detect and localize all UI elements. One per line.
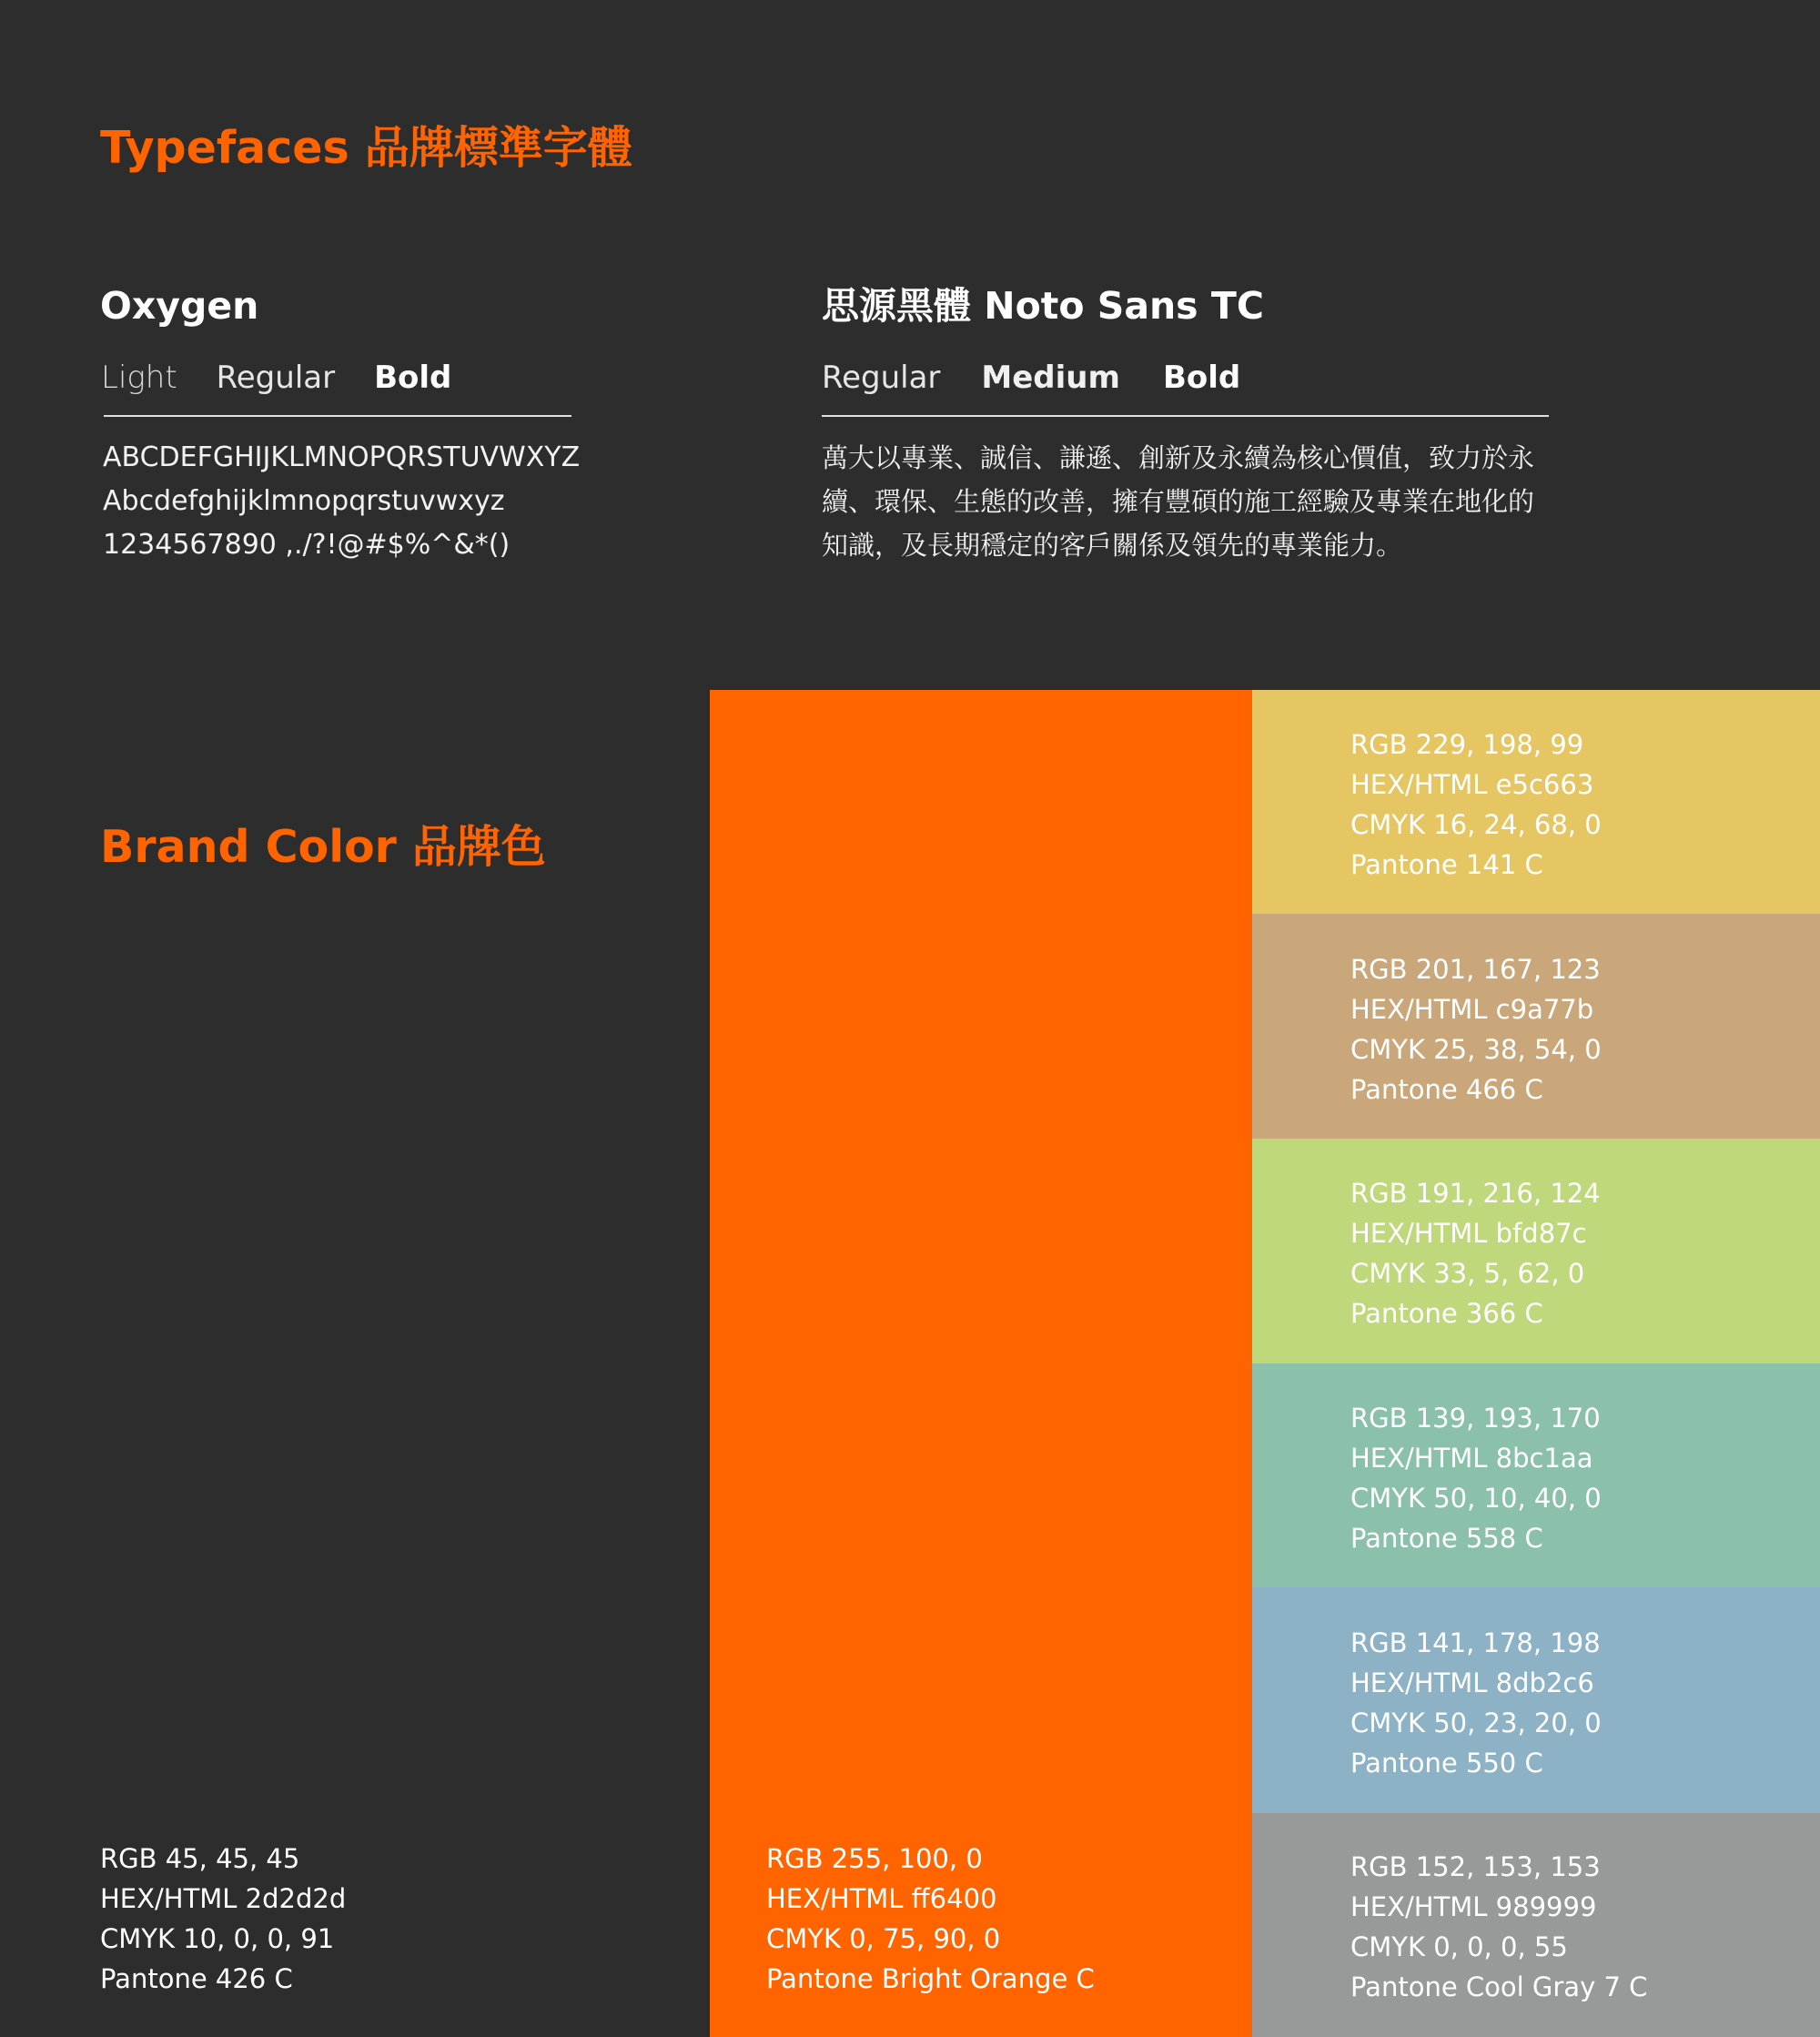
spec-hex: HEX/HTML 8db2c6 (1350, 1667, 1594, 1698)
weight-bold-label: Bold (374, 360, 452, 396)
spec-rgb: RGB 152, 153, 153 (1350, 1851, 1601, 1882)
swatch-teal (1252, 1363, 1820, 1587)
spec-hex: HEX/HTML 8bc1aa (1350, 1443, 1593, 1474)
weight-bold-label: Bold (1162, 360, 1241, 396)
spec-cmyk: CMYK 0, 0, 0, 55 (1350, 1931, 1568, 1962)
spec-rgb: RGB 255, 100, 0 (766, 1843, 983, 1874)
spec-rgb: RGB 191, 216, 124 (1350, 1178, 1601, 1209)
swatch-yellow (1252, 690, 1820, 914)
latin-weights (101, 360, 452, 396)
spec-cmyk: CMYK 25, 38, 54, 0 (1350, 1034, 1602, 1065)
weight-light-label: Light (101, 360, 177, 396)
spec-rgb: RGB 139, 193, 170 (1350, 1403, 1601, 1434)
weight-medium-label: Medium (981, 360, 1120, 396)
cjk-divider (822, 415, 1549, 417)
spec-cmyk: CMYK 0, 75, 90, 0 (766, 1923, 1001, 1954)
specimen-uppercase: ABCDEFGHIJKLMNOPQRSTUVWXYZ (103, 441, 581, 473)
weight-regular-label: Regular (822, 360, 941, 396)
spec-pantone: Pantone 141 C (1350, 849, 1543, 880)
latin-divider (104, 415, 571, 417)
swatch-dark-specs (100, 1839, 346, 1999)
swatch-tan (1252, 914, 1820, 1139)
spec-hex: HEX/HTML 989999 (1350, 1891, 1597, 1922)
spec-pantone: Pantone Bright Orange C (766, 1963, 1095, 1994)
swatch-gray-specs (1350, 1847, 1647, 2007)
specimen-lowercase: Abcdefghijklmnopqrstuvwxyz (103, 485, 505, 517)
swatch-orange-specs (766, 1839, 1095, 1999)
swatch-lime-specs (1350, 1173, 1601, 1333)
latin-font-name: Oxygen (100, 284, 259, 328)
spec-hex: HEX/HTML c9a77b (1350, 994, 1594, 1025)
brand-color-title: Brand Color 品牌色 (100, 821, 546, 873)
swatch-lime (1252, 1139, 1820, 1363)
spec-hex: HEX/HTML e5c663 (1350, 769, 1594, 800)
spec-pantone: Pantone 550 C (1350, 1748, 1543, 1779)
spec-pantone: Pantone 366 C (1350, 1298, 1543, 1329)
spec-cmyk: CMYK 33, 5, 62, 0 (1350, 1258, 1585, 1289)
spec-pantone: Pantone Cool Gray 7 C (1350, 1971, 1648, 2002)
spec-rgb: RGB 229, 198, 99 (1350, 729, 1584, 760)
swatch-orange (710, 690, 1252, 2037)
spec-pantone: Pantone 558 C (1350, 1523, 1543, 1554)
swatch-tan-specs (1350, 949, 1602, 1110)
spec-hex: HEX/HTML ff6400 (766, 1883, 997, 1914)
cjk-weights (822, 360, 1241, 396)
spec-hex: HEX/HTML 2d2d2d (100, 1883, 347, 1914)
swatch-yellow-specs (1350, 725, 1602, 885)
swatch-teal-specs (1350, 1398, 1602, 1558)
spec-rgb: RGB 45, 45, 45 (100, 1843, 300, 1874)
latin-specimen (103, 436, 580, 567)
spec-pantone: Pantone 426 C (100, 1963, 293, 1994)
spec-cmyk: CMYK 10, 0, 0, 91 (100, 1923, 335, 1954)
spec-cmyk: CMYK 50, 10, 40, 0 (1350, 1483, 1602, 1514)
spec-rgb: RGB 201, 167, 123 (1350, 954, 1601, 985)
spec-hex: HEX/HTML bfd87c (1350, 1218, 1587, 1249)
typefaces-title: Typefaces 品牌標準字體 (100, 122, 632, 174)
swatch-blue (1252, 1587, 1820, 1813)
spec-pantone: Pantone 466 C (1350, 1074, 1543, 1105)
swatch-gray (1252, 1813, 1820, 2037)
cjk-specimen: 萬大以專業、誠信、謙遜、創新及永續為核心價值，致力於永續、環保、生態的改善，擁有豐碩的施工經驗及專業在地化的知識，及長期穩定的客戶關係及領先的專業能力。 (822, 442, 1535, 561)
cjk-font-name: 思源黑體 Noto Sans TC (822, 284, 1264, 328)
weight-regular-label: Regular (216, 360, 336, 396)
swatch-blue-specs (1350, 1623, 1602, 1783)
spec-cmyk: CMYK 50, 23, 20, 0 (1350, 1708, 1602, 1738)
spec-rgb: RGB 141, 178, 198 (1350, 1627, 1601, 1658)
specimen-numerals: 1234567890 ,./?!@#$%^&*() (103, 529, 511, 561)
spec-cmyk: CMYK 16, 24, 68, 0 (1350, 809, 1602, 840)
